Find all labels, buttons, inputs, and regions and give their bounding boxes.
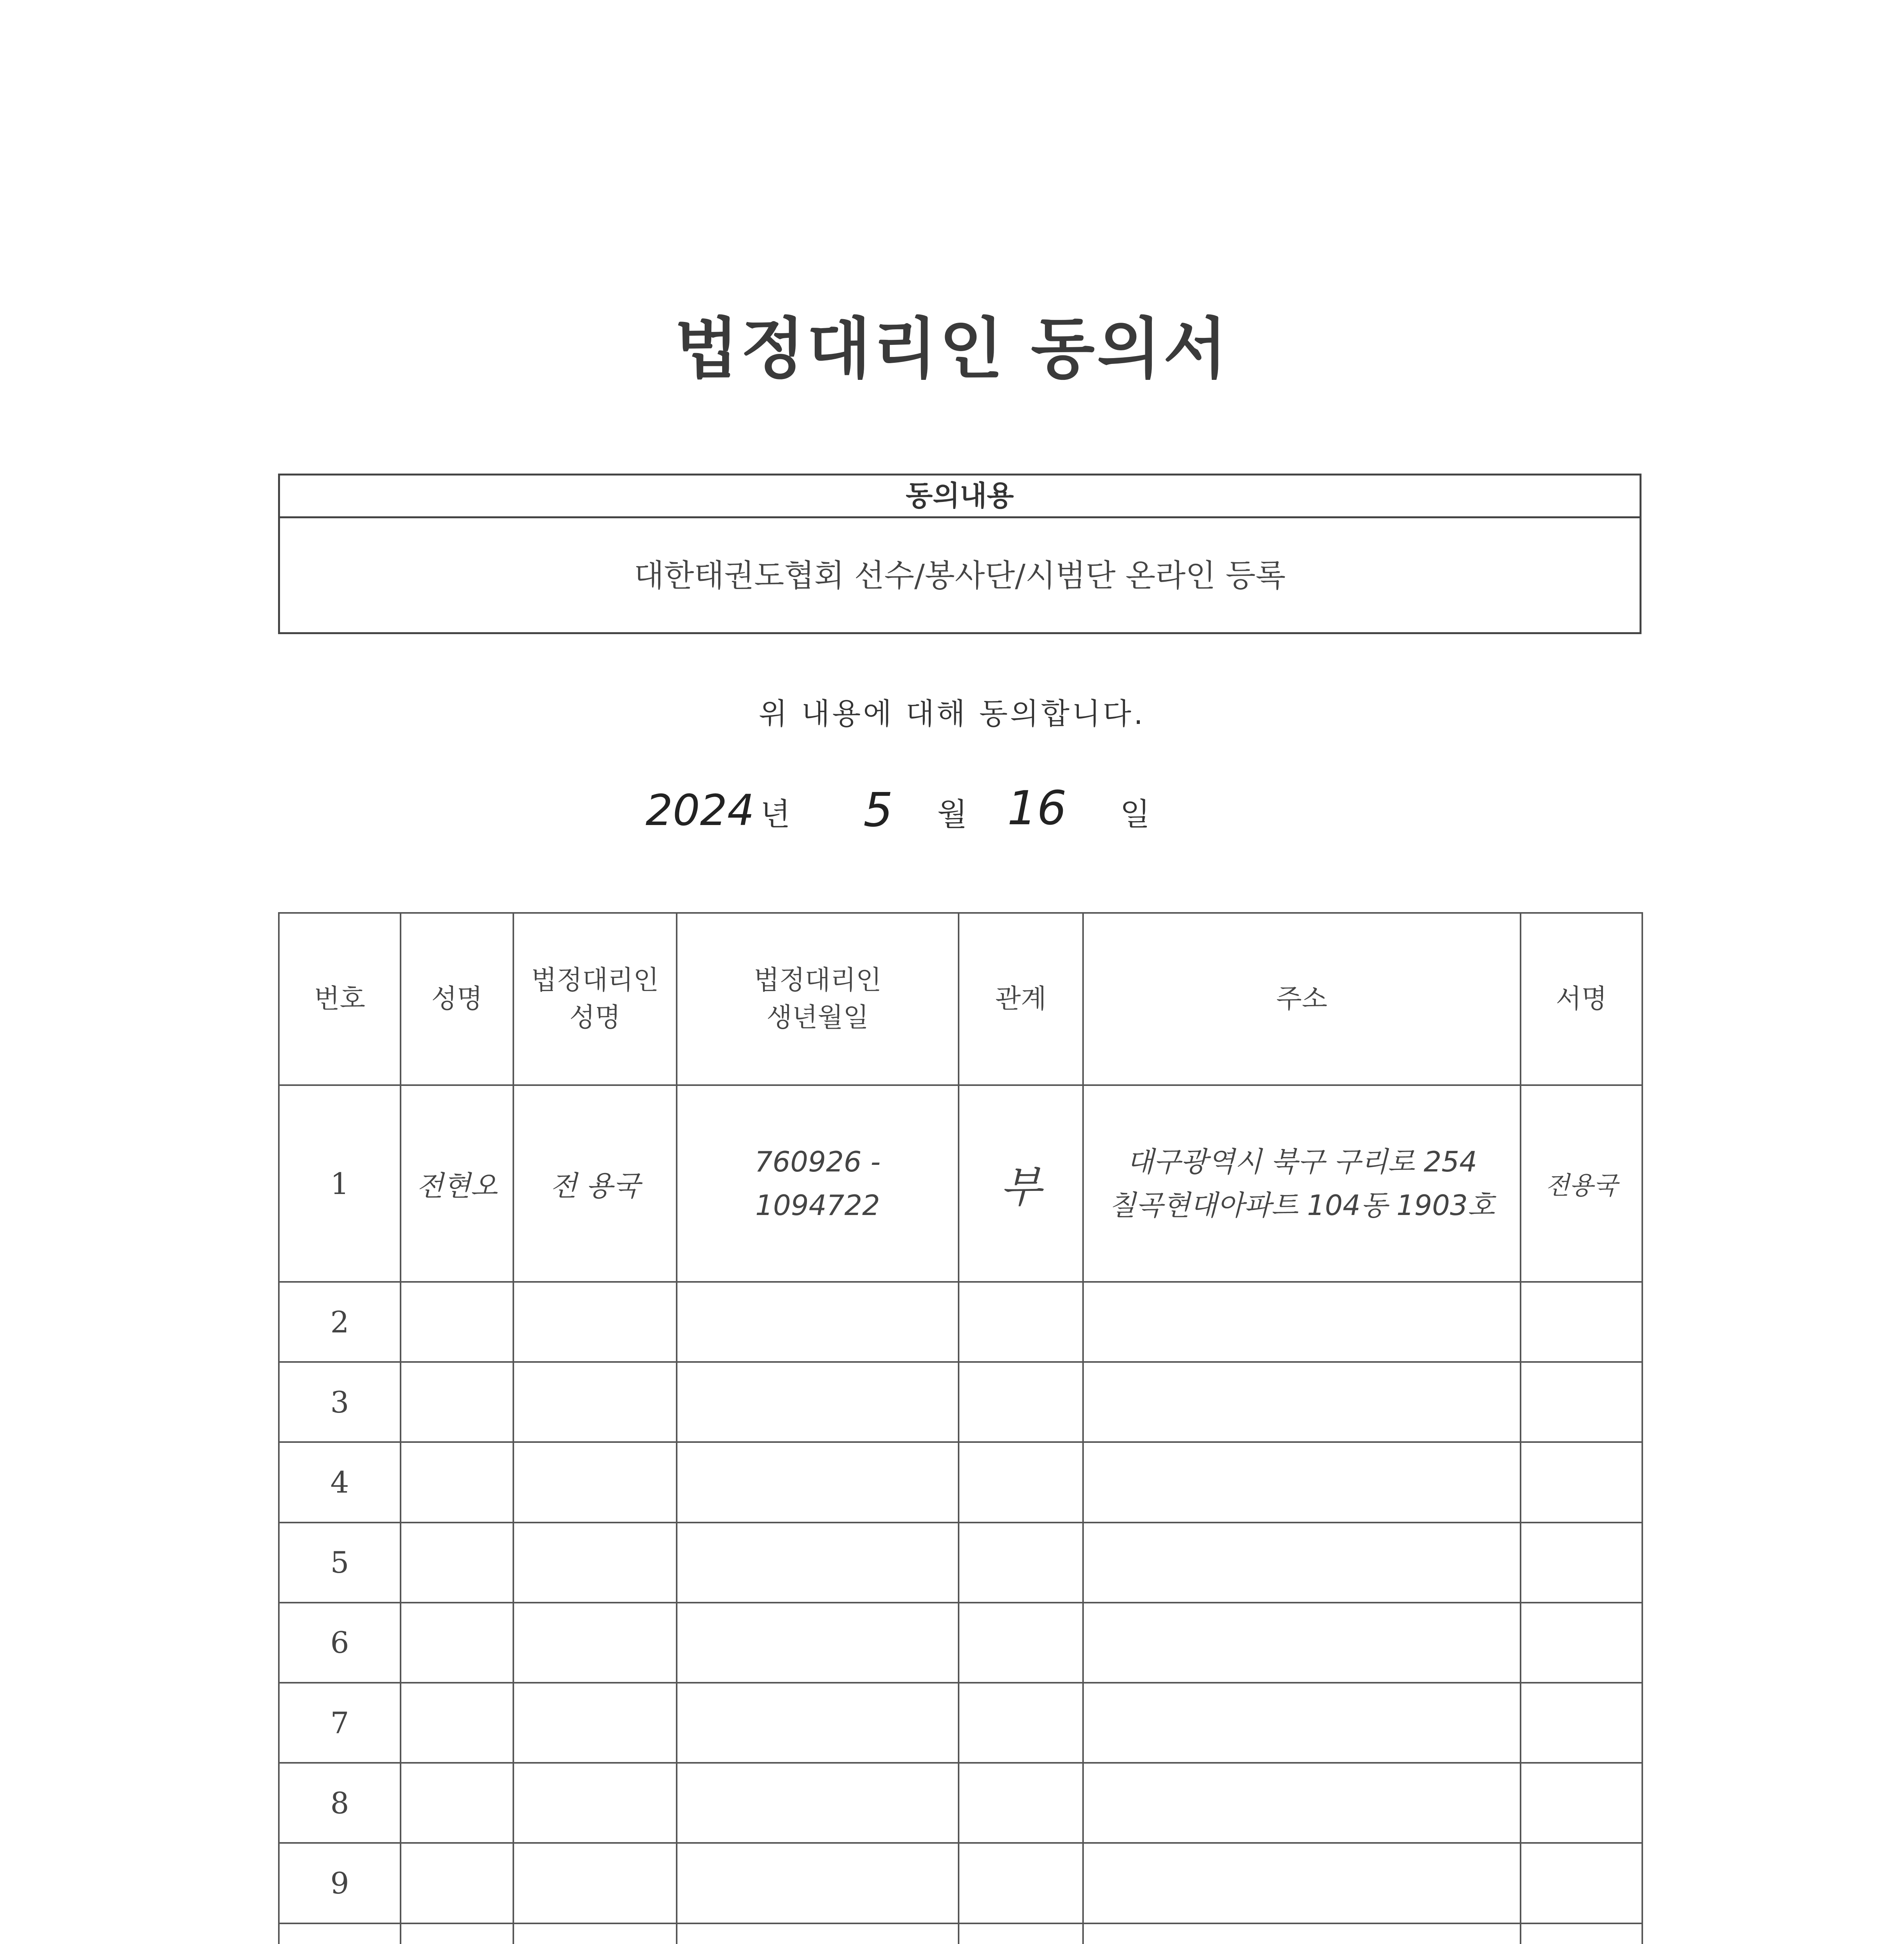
row-guardian-name [513, 1523, 677, 1603]
row-address [1083, 1362, 1521, 1442]
row-number: 9 [279, 1843, 401, 1923]
row-relation [959, 1843, 1083, 1923]
table-row [279, 1603, 1642, 1683]
row-guardian-name [513, 1362, 677, 1442]
row-name [401, 1603, 513, 1683]
row-signature: 전용국 [1521, 1085, 1642, 1282]
row-number: 8 [279, 1763, 401, 1843]
row-signature [1521, 1683, 1642, 1763]
row-guardian-birth [677, 1362, 959, 1442]
row-relation [959, 1603, 1083, 1683]
row-guardian-birth [677, 1282, 959, 1362]
row-guardian-name [513, 1763, 677, 1843]
header-guardian-name-line2: 성명 [569, 1002, 621, 1033]
row-guardian-name [513, 1282, 677, 1362]
row-relation [959, 1282, 1083, 1362]
row-relation: 부 [959, 1085, 1083, 1282]
row-guardian-name [513, 1843, 677, 1923]
row-signature [1521, 1282, 1642, 1362]
row-name [401, 1923, 513, 1944]
header-no: 번호 [279, 913, 401, 1085]
consent-box [278, 474, 1642, 634]
row-name: 전현오 [401, 1085, 513, 1282]
date-day-label: 일 [1120, 796, 1150, 832]
row-guardian-birth [677, 1523, 959, 1603]
header-guardian-name-line1: 법정대리인 [531, 965, 659, 996]
table-body [279, 1085, 1642, 1944]
row-signature [1521, 1523, 1642, 1603]
row-address [1083, 1923, 1521, 1944]
row-name [401, 1683, 513, 1763]
header-name: 성명 [401, 913, 513, 1085]
date-day-value: 16 [1007, 781, 1067, 836]
row-address [1083, 1843, 1521, 1923]
header-guardian-birth-line2: 생년월일 [766, 1002, 869, 1033]
header-guardian-birth-line1: 법정대리인 [754, 965, 882, 996]
row-address-line1: 대구광역시 북구 구리로 254 [1126, 1145, 1477, 1178]
row-signature [1521, 1442, 1642, 1522]
header-guardian-name [513, 913, 677, 1085]
row-guardian-birth [677, 1683, 959, 1763]
row-number: 4 [279, 1442, 401, 1522]
row-number: 2 [279, 1282, 401, 1362]
row-relation [959, 1523, 1083, 1603]
row-number [279, 1923, 401, 1944]
date-month-label: 월 [937, 796, 968, 832]
row-address-line2: 칠곡현대아파트 104동 1903호 [1109, 1189, 1495, 1222]
consent-content: 대한태권도협회 선수/봉사단/시범단 온라인 등록 [634, 558, 1286, 594]
table-row [279, 1763, 1642, 1843]
row-guardian-birth-line1: 760926 - [754, 1145, 881, 1178]
row-relation [959, 1442, 1083, 1522]
row-name [401, 1282, 513, 1362]
agreement-statement: 위 내용에 대해 동의합니다. [758, 696, 1146, 731]
row-number: 7 [279, 1683, 401, 1763]
row-guardian-name [513, 1603, 677, 1683]
row-relation [959, 1923, 1083, 1944]
header-relation: 관계 [959, 913, 1083, 1085]
header-address: 주소 [1083, 913, 1521, 1085]
row-signature [1521, 1763, 1642, 1843]
row-guardian-birth [677, 1923, 959, 1944]
table-row [279, 1362, 1642, 1442]
row-guardian-name: 전 용국 [513, 1085, 677, 1282]
row-signature [1521, 1362, 1642, 1442]
registration-table [278, 912, 1643, 1944]
row-name [401, 1362, 513, 1442]
table-row [279, 1085, 1642, 1282]
table-row [279, 1442, 1642, 1522]
header-signature: 서명 [1521, 913, 1642, 1085]
consent-heading: 동의내용 [280, 476, 1640, 518]
row-number: 3 [279, 1362, 401, 1442]
row-relation [959, 1683, 1083, 1763]
row-guardian-birth-line2: 1094722 [755, 1189, 880, 1222]
row-name [401, 1442, 513, 1522]
row-address [1083, 1523, 1521, 1603]
date-line [0, 781, 1904, 844]
header-guardian-birth [677, 913, 959, 1085]
row-guardian-name [513, 1923, 677, 1944]
date-month-value: 5 [863, 783, 893, 837]
row-number: 1 [279, 1085, 401, 1282]
row-guardian-birth [677, 1763, 959, 1843]
row-address [1083, 1763, 1521, 1843]
row-number: 6 [279, 1603, 401, 1683]
row-guardian-birth [677, 1603, 959, 1683]
row-name [401, 1843, 513, 1923]
table-header-row [279, 913, 1642, 1085]
table-row [279, 1843, 1642, 1923]
row-name [401, 1763, 513, 1843]
table-row [279, 1923, 1642, 1944]
row-relation [959, 1362, 1083, 1442]
row-signature [1521, 1843, 1642, 1923]
date-year-value: 2024 [646, 785, 754, 835]
row-signature [1521, 1603, 1642, 1683]
table-row [279, 1523, 1642, 1603]
row-address [1083, 1085, 1521, 1282]
table-row [279, 1683, 1642, 1763]
row-address [1083, 1603, 1521, 1683]
row-guardian-name [513, 1683, 677, 1763]
row-guardian-birth [677, 1442, 959, 1522]
row-number: 5 [279, 1523, 401, 1603]
document-title: 법정대리인 동의서 [674, 311, 1230, 388]
row-address [1083, 1683, 1521, 1763]
row-address [1083, 1282, 1521, 1362]
row-signature [1521, 1923, 1642, 1944]
table-row [279, 1282, 1642, 1362]
row-name [401, 1523, 513, 1603]
row-relation [959, 1763, 1083, 1843]
row-guardian-birth [677, 1843, 959, 1923]
date-year-label: 년 [760, 796, 791, 832]
row-guardian-birth [677, 1085, 959, 1282]
row-address [1083, 1442, 1521, 1522]
row-guardian-name [513, 1442, 677, 1522]
